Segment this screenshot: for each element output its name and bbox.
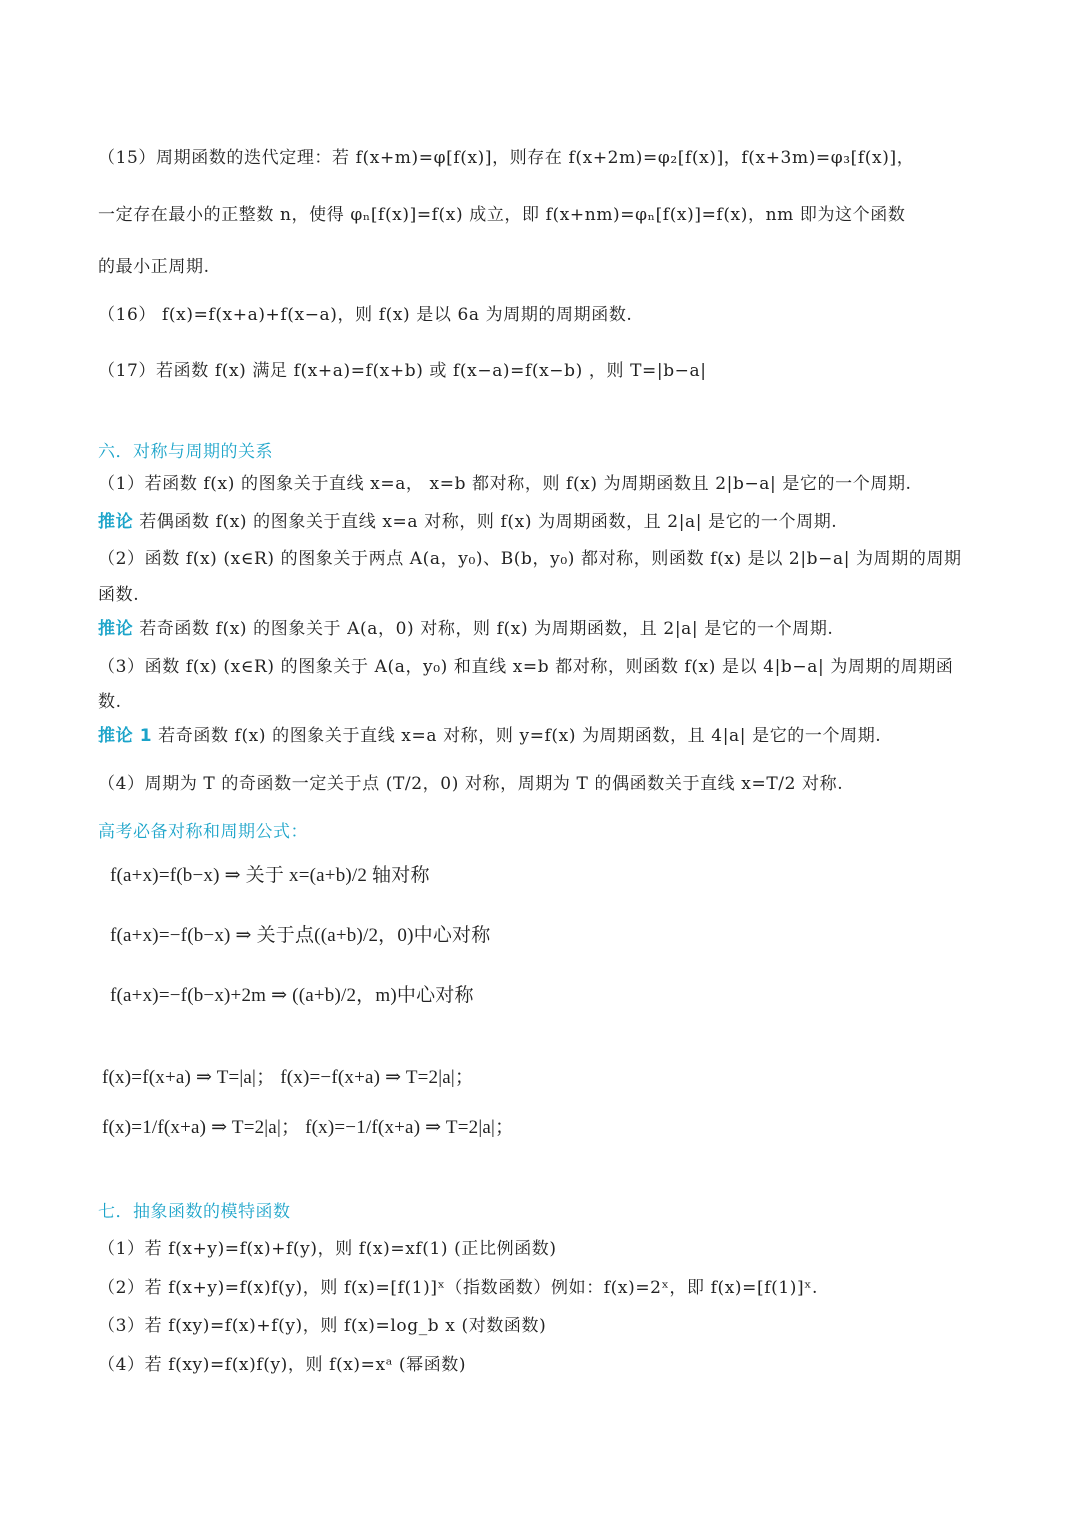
corollary-tag: 推论 bbox=[98, 512, 134, 532]
formula-period-row-2: f(x)=1/f(x+a) ⇒ T=2|a|； f(x)=−1/f(x+a) ⇒ T=2|a|； bbox=[102, 1117, 515, 1138]
item-17: （17）若函数 f(x) 满足 f(x+a)=f(x+b) 或 f(x−a)=f(x−b) ，则 T=|b−a| bbox=[98, 361, 707, 381]
formula-period-row-1: f(x)=f(x+a) ⇒ T=|a|； f(x)=−f(x+a) ⇒ T=2|a|； bbox=[102, 1067, 475, 1088]
section-6-heading: 六．对称与周期的关系 bbox=[98, 442, 273, 462]
item-text: （4）周期为 T 的奇函数一定关于点 (T/2，0) 对称，周期为 T 的偶函数关于直线 x=T/2 对称. bbox=[98, 774, 844, 794]
corollary-tag: 推论 bbox=[98, 619, 134, 639]
section-6-item-1 bbox=[98, 472, 912, 496]
corollary-tag: 推论 1 bbox=[98, 726, 153, 746]
formula-center-symmetry-m: f(a+x)=−f(b−x)+2m ⇒ ((a+b)/2，m)中心对称 bbox=[110, 985, 474, 1006]
model-function-4: （4）若 f(xy)=f(x)f(y)，则 f(x)=xᵃ (幂函数) bbox=[98, 1355, 467, 1375]
formula-center-symmetry: f(a+x)=−f(b−x) ⇒ 关于点((a+b)/2，0)中心对称 bbox=[110, 925, 491, 946]
formula-axis-symmetry: f(a+x)=f(b−x) ⇒ 关于 x=(a+b)/2 轴对称 bbox=[110, 865, 430, 886]
item-text: （2）函数 f(x) (x∈R) 的图象关于两点 A(a，y₀)、B(b，y₀) 都对称，则函数 f(x) 是以 2|b−a| 为周期的周期 bbox=[98, 549, 962, 569]
item-16: （16） f(x)=f(x+a)+f(x−a)，则 f(x) 是以 6a 为周期的周期函数. bbox=[98, 305, 633, 325]
item-text: （3）函数 f(x) (x∈R) 的图象关于 A(a，y₀) 和直线 x=b 都对称，则函数 f(x) 是以 4|b−a| 为周期的周期函 bbox=[98, 657, 954, 677]
section-6-corollary-1 bbox=[98, 510, 837, 534]
model-function-1: （1）若 f(x+y)=f(x)+f(y)，则 f(x)=xf(1) (正比例函数) bbox=[98, 1239, 557, 1259]
section-6-corollary-2 bbox=[98, 617, 833, 641]
formulas-heading: 高考必备对称和周期公式： bbox=[98, 822, 308, 842]
item-text: 数. bbox=[98, 692, 122, 712]
item-text: 若偶函数 f(x) 的图象关于直线 x=a 对称，则 f(x) 为周期函数，且 2|a| 是它的一个周期. bbox=[139, 512, 838, 532]
section-7-heading: 七．抽象函数的模特函数 bbox=[98, 1202, 291, 1222]
section-6-item-4 bbox=[98, 772, 843, 796]
item-text: 若奇函数 f(x) 的图象关于直线 x=a 对称，则 y=f(x) 为周期函数，且 4|a| 是它的一个周期. bbox=[158, 726, 882, 746]
model-function-2: （2）若 f(x+y)=f(x)f(y)，则 f(x)=[f(1)]ˣ（指数函数）例如：f(x)=2ˣ，即 f(x)=[f(1)]ˣ. bbox=[98, 1278, 819, 1298]
item-15-line-1: （15）周期函数的迭代定理：若 f(x+m)=φ[f(x)]，则存在 f(x+2m)=φ₂[f(x)]，f(x+3m)=φ₃[f(x)]， bbox=[98, 148, 915, 168]
section-6-corollary-3 bbox=[98, 724, 881, 748]
item-15-line-3: 的最小正周期. bbox=[98, 257, 210, 277]
item-text: 若奇函数 f(x) 的图象关于 A(a，0) 对称，则 f(x) 为周期函数，且 2|a| 是它的一个周期. bbox=[139, 619, 834, 639]
section-6-item-3-cont bbox=[98, 690, 122, 714]
model-function-3: （3）若 f(xy)=f(x)+f(y)，则 f(x)=log_b x (对数函数) bbox=[98, 1316, 547, 1336]
section-6-item-2-cont bbox=[98, 583, 139, 607]
item-text: （1）若函数 f(x) 的图象关于直线 x=a， x=b 都对称，则 f(x) 为周期函数且 2|b−a| 是它的一个周期. bbox=[98, 474, 912, 494]
item-15-line-2: 一定存在最小的正整数 n，使得 φₙ[f(x)]=f(x) 成立，即 f(x+nm)=φₙ[f(x)]=f(x)，nm 即为这个函数 bbox=[98, 205, 906, 225]
item-text: 函数. bbox=[98, 585, 140, 605]
section-6-item-3 bbox=[98, 655, 954, 679]
section-6-item-2 bbox=[98, 547, 962, 571]
